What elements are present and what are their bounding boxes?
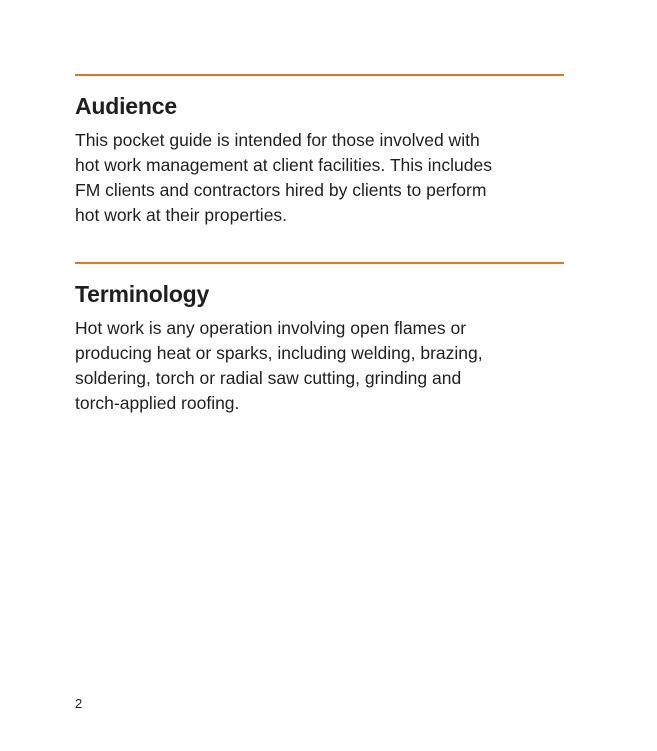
audience-line: hot work at their properties. <box>75 205 288 225</box>
terminology-line: producing heat or sparks, including welding, brazing, <box>75 343 483 363</box>
terminology-paragraph <box>75 316 515 416</box>
section-divider <box>75 74 564 76</box>
terminology-line: Hot work is any operation involving open flames or <box>75 318 467 338</box>
audience-heading: Audience <box>75 93 177 119</box>
audience-line: FM clients and contractors hired by clients to perform <box>75 180 487 200</box>
terminology-heading: Terminology <box>75 281 210 307</box>
audience-paragraph <box>75 128 515 228</box>
terminology-section <box>75 262 564 416</box>
section-divider <box>75 262 564 264</box>
audience-line: This pocket guide is intended for those involved with <box>75 130 480 150</box>
audience-section <box>75 74 564 228</box>
page-number: 2 <box>75 696 83 711</box>
terminology-line: torch-applied roofing. <box>75 393 240 413</box>
audience-line: hot work management at client facilities. This includes <box>75 155 492 175</box>
terminology-line: soldering, torch or radial saw cutting, grinding and <box>75 368 462 388</box>
